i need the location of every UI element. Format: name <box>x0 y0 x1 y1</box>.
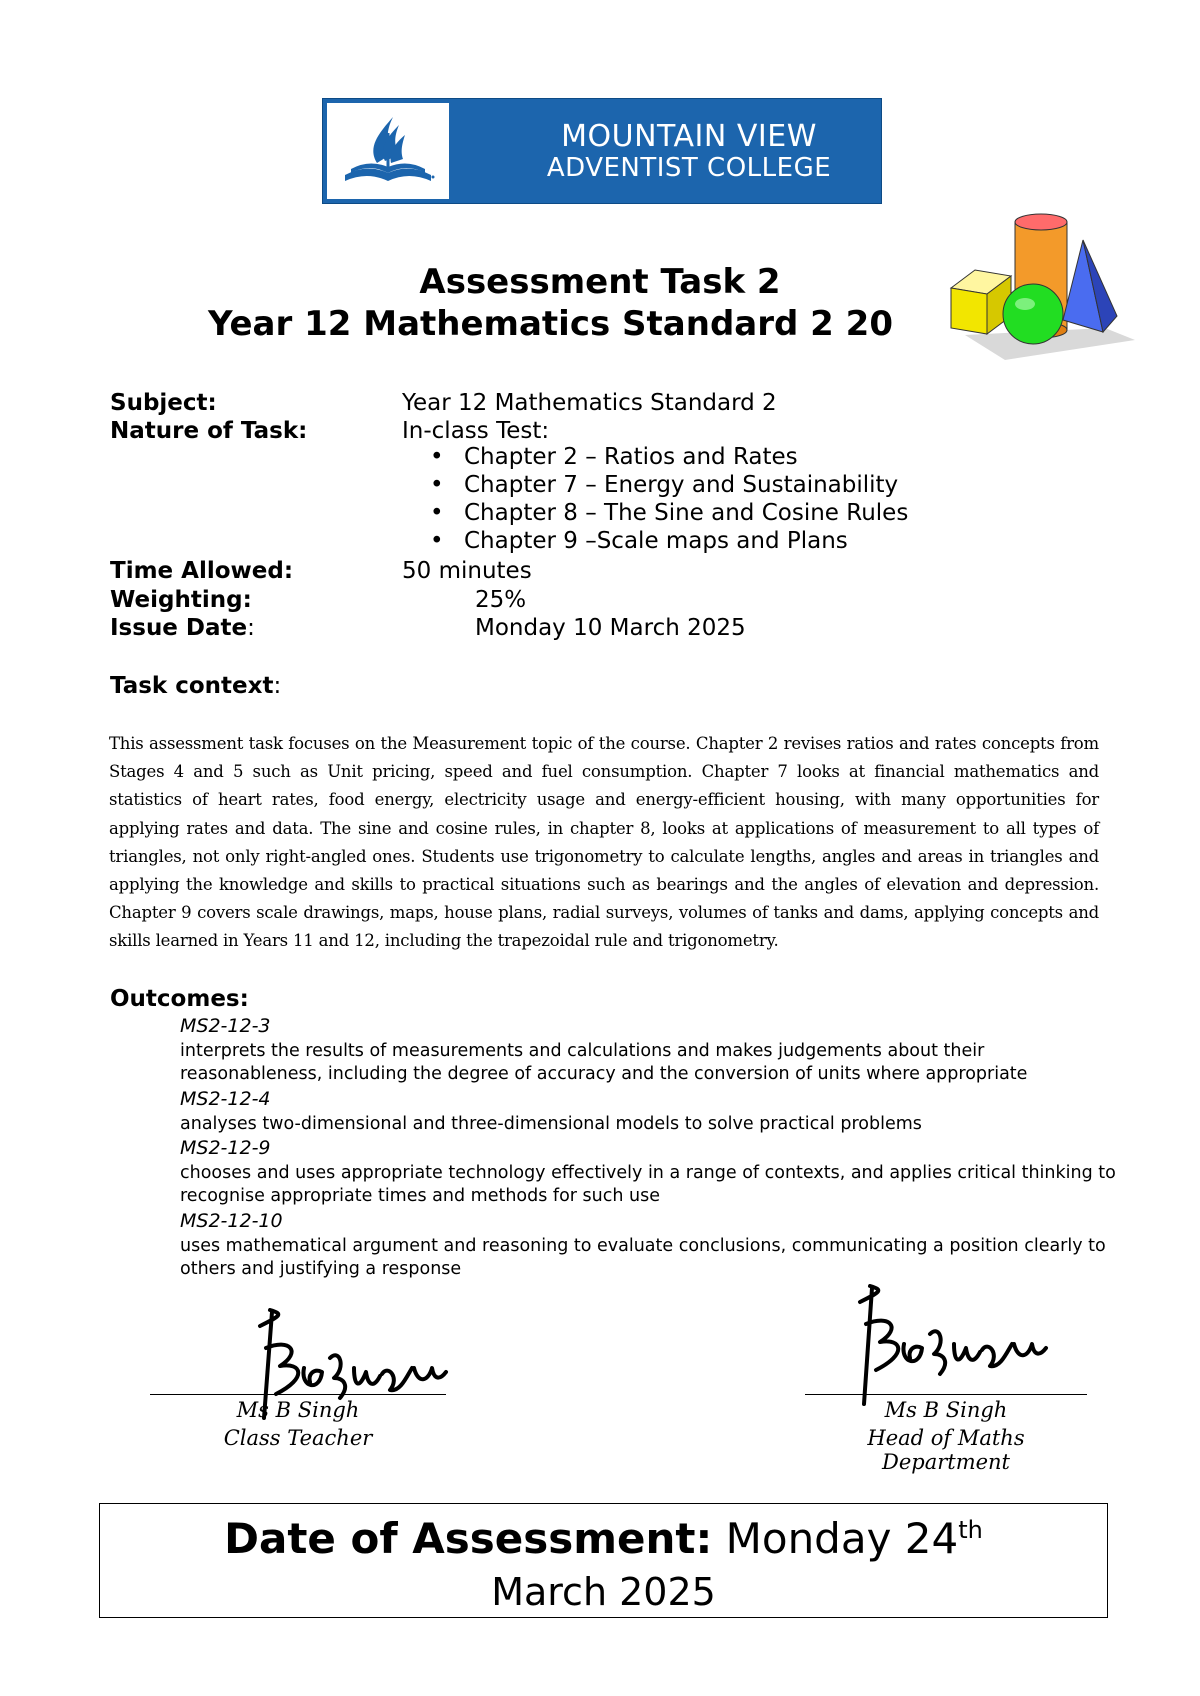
outcome-text: uses mathematical argument and reasoning to evaluate conclusions, communicating a position clearly to others and justifying a response <box>180 1236 1106 1279</box>
subject-label: Subject: <box>110 390 217 416</box>
signatory-name: Ms B Singh <box>236 1398 360 1422</box>
assessment-date-line-2: March 2025 <box>491 1570 716 1614</box>
signatory-role: Head of Maths Department <box>867 1426 1025 1474</box>
outcomes-heading: Outcomes: <box>110 986 249 1012</box>
outcome-code: MS2-12-9 <box>180 1137 271 1159</box>
flame-bible-icon <box>327 103 449 199</box>
signatory-role: Class Teacher <box>223 1426 373 1450</box>
outcome-text: chooses and uses appropriate technology effectively in a range of contexts, and applies critical thinking to recognise appropriate times and methods for such use <box>180 1163 1116 1206</box>
nature-value: In-class Test: <box>402 418 550 444</box>
logo-line-1: MOUNTAIN VIEW <box>561 119 817 154</box>
chapter-list <box>430 443 908 555</box>
issue-date-label: Issue Date: <box>110 615 255 641</box>
list-item: • Chapter 7 – Energy and Sustainability <box>430 471 908 499</box>
outcome-text: interprets the results of measurements and calculations and makes judgements about their reasonableness, including the degree of accuracy and the conversion of units where appropriate <box>180 1041 1028 1084</box>
weighting-label: Weighting: <box>110 587 252 613</box>
signature-line <box>150 1394 446 1395</box>
assessment-date-label: Date of Assessment: <box>224 1514 713 1563</box>
assessment-date-suffix: th <box>958 1516 983 1544</box>
title-line-2: Year 12 Mathematics Standard 2 20 <box>208 304 893 344</box>
outcome-code: MS2-12-10 <box>180 1210 283 1232</box>
weighting-value: 25% <box>475 587 527 613</box>
task-context-heading: Task context: <box>110 673 282 699</box>
subject-value: Year 12 Mathematics Standard 2 <box>402 390 777 416</box>
time-value: 50 minutes <box>402 558 532 584</box>
time-label: Time Allowed: <box>110 558 294 584</box>
task-context-body: This assessment task focuses on the Measurement topic of the course. Chapter 2 revises ratios and rates concepts from Stages 4 and 5 such as Unit pricing, speed and fuel consumption. Chapter 7 looks at financial mathematics and statistics of heart rates, food energy, electricity usage and energy-efficient housing, with many opportunities for applying rates and data. The sine and cosine rules, in chapter 8, looks at applications of measurement to all types of triangles, not only right-angled ones. Students use trigonometry to calculate lengths, angles and areas in triangles and applying the knowledge and skills to practical situations such as bearings and the angles of elevation and depression. Chapter 9 covers scale drawings, maps, house plans, radial surveys, volumes of tanks and dams, applying concepts and skills learned in Years 11 and 12, including the trapezoidal rule and trigonometry. <box>109 734 1099 951</box>
outcome-code: MS2-12-4 <box>180 1088 271 1110</box>
list-item: • Chapter 9 –Scale maps and Plans <box>430 527 908 555</box>
assessment-date-day: Monday 24 <box>712 1514 959 1563</box>
signatory-name: Ms B Singh <box>884 1398 1008 1422</box>
title-line-1: Assessment Task 2 <box>419 262 781 302</box>
assessment-date-line-1 <box>100 1514 1107 1563</box>
logo-line-2: ADVENTIST COLLEGE <box>546 153 832 183</box>
college-logo <box>322 98 882 204</box>
nature-label: Nature of Task: <box>110 418 308 444</box>
list-item: • Chapter 2 – Ratios and Rates <box>430 443 908 471</box>
signature-line <box>805 1394 1087 1395</box>
list-item: • Chapter 8 – The Sine and Cosine Rules <box>430 499 908 527</box>
issue-date-value: Monday 10 March 2025 <box>475 615 746 641</box>
assessment-date-box <box>99 1503 1108 1618</box>
outcome-code: MS2-12-3 <box>180 1015 271 1037</box>
outcome-text: analyses two-dimensional and three-dimensional models to solve practical problems <box>180 1114 922 1134</box>
